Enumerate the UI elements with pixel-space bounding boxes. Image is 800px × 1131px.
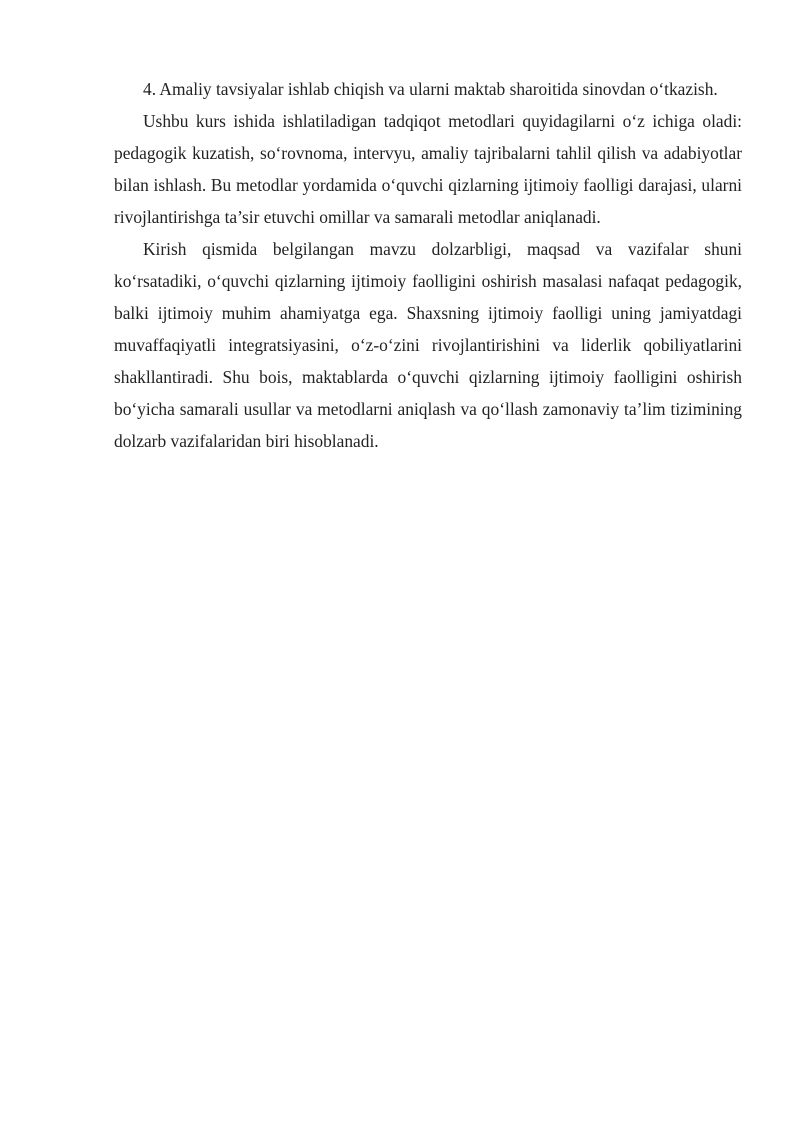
paragraph-list-item-4: 4. Amaliy tavsiyalar ishlab chiqish va ularni maktab sharoitida sinovdan o‘tkazish. — [143, 79, 718, 99]
paragraph-research-methods: Ushbu kurs ishida ishlatiladigan tadqiqot metodlari quyidagilarni o‘z ichiga oladi: pedagogik kuzatish, so‘rovnoma, intervyu, amaliy tajribalarni tahlil qilish va adabiyotlar bilan ishlash. Bu metodlar yordamida o‘quvchi qizlarning ijtimoiy faolligi darajasi, ularni rivojlantirishga ta’sir etuvchi omillar va samarali metodlar aniqlanadi. — [114, 111, 742, 227]
paragraph-introduction-summary: Kirish qismida belgilangan mavzu dolzarbligi, maqsad va vazifalar shuni ko‘rsatadiki, o‘quvchi qizlarning ijtimoiy faolligini oshirish masalasi nafaqat pedagogik, balki ijtimoiy muhim ahamiyatga ega. Shaxsning ijtimoiy faolligi uning jamiyatdagi muvaffaqiyatli integratsiyasini, o‘z-o‘zini rivojlantirishini va liderlik qobiliyatlarini shakllantiradi. Shu bois, maktablarda o‘quvchi qizlarning ijtimoiy faolligini oshirish bo‘yicha samarali usullar va metodlarni aniqlash va qo‘llash zamonaviy ta’lim tizimining dolzarb vazifalaridan biri hisoblanadi. — [114, 239, 742, 451]
document-body — [114, 73, 742, 457]
